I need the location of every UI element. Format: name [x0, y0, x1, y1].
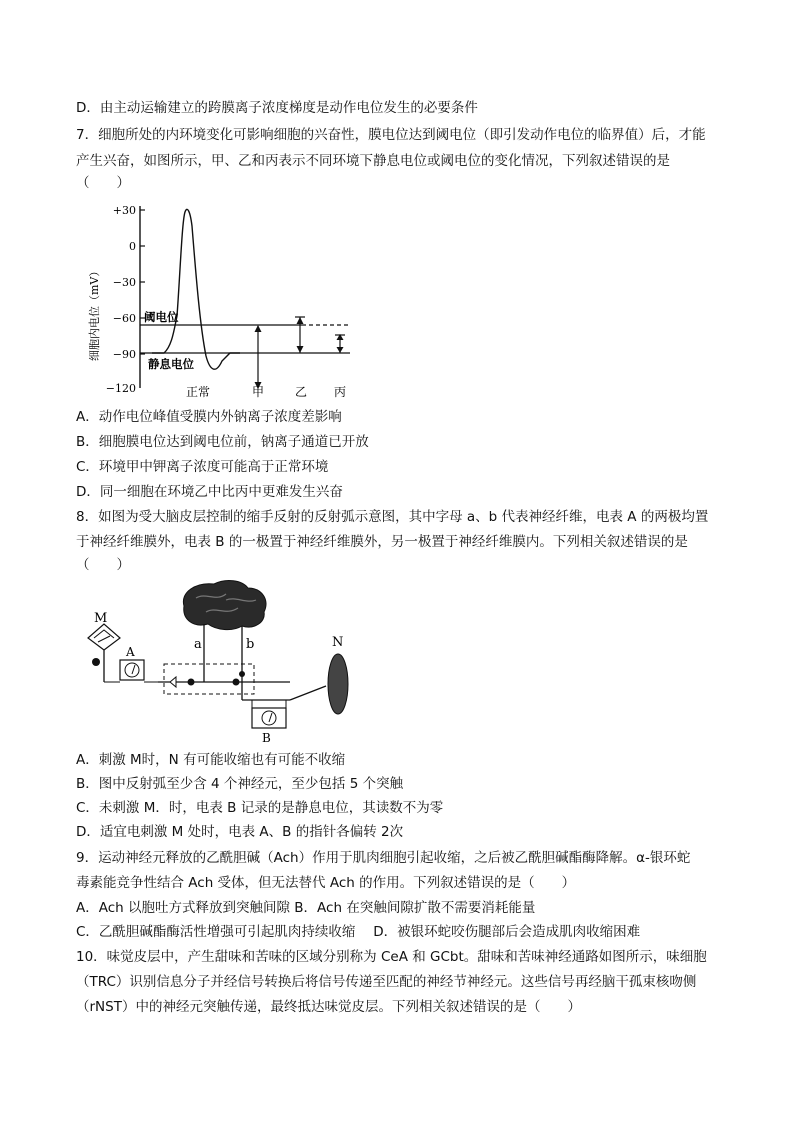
q7-xlabel-bing: 丙 — [334, 385, 347, 399]
q8-reflex-arc-figure — [76, 578, 376, 748]
effector-n-label: N — [332, 635, 344, 650]
q7-stem-line-1: 7．细胞所处的内环境变化可影响细胞的兴奋性，膜电位达到阈电位（即引发动作电位的临界值）后，才能 — [76, 127, 706, 143]
fiber-b-label: b — [246, 637, 255, 652]
q7-ytick-m60: −60 — [112, 312, 136, 325]
q7-ytick-m90: −90 — [112, 348, 136, 361]
q7-resting-label: 静息电位 — [148, 357, 194, 371]
q7-stem-line-2: 产生兴奋，如图所示，甲、乙和丙表示不同环境下静息电位或阈电位的变化情况，下列叙述错误的是 — [76, 153, 670, 169]
q7-ytick-30: +30 — [112, 204, 136, 217]
q7-action-potential-curve — [152, 209, 240, 369]
q6-option-d: D．由主动运输建立的跨膜离子浓度梯度是动作电位发生的必要条件 — [76, 100, 478, 116]
q7-option-a: A．动作电位峰值受膜内外钠离子浓度差影响 — [76, 409, 342, 425]
q8-stem-line-2: 于神经纤维膜外，电表 B 的一极置于神经纤维膜外，另一极置于神经纤维膜内。下列相关叙述错误的是 — [76, 534, 688, 550]
meter-a-label: A — [126, 645, 135, 659]
spinal-cord-box — [164, 664, 254, 694]
q7-ytick-m30: −30 — [112, 276, 136, 289]
receptor-m-label: M — [94, 611, 108, 626]
q7-option-b: B．细胞膜电位达到阈电位前，钠离子通道已开放 — [76, 434, 369, 450]
q9-stem-line-2: 毒素能竞争性结合 Ach 受体，但无法替代 Ach 的作用。下列叙述错误的是（ ） — [76, 875, 576, 891]
q8-option-c: C．未刺激 M．时，电表 B 记录的是静息电位，其读数不为零 — [76, 800, 444, 816]
q9-options-ab: A．Ach 以胞吐方式释放到突触间隙 B．Ach 在突触间隙扩散不需要消耗能量 — [76, 900, 536, 916]
q8-stem-line-1: 8．如图为受大脑皮层控制的缩手反射的反射弧示意图，其中字母 a、b 代表神经纤维，电表 A 的两极均置 — [76, 509, 709, 525]
q7-ytick-0: 0 — [129, 240, 136, 253]
q8-option-d: D．适宜电刺激 M 处时，电表 A、B 的指针各偏转 2次 — [76, 824, 404, 840]
fiber-a-label: a — [194, 637, 202, 652]
q7-yaxis-label: 细胞内电位（mV） — [88, 265, 101, 361]
q7-xlabel-normal: 正常 — [186, 385, 211, 399]
q8-option-b: B．图中反射弧至少含 4 个神经元，至少包括 5 个突触 — [76, 776, 404, 792]
q7-threshold-label: 阈电位 — [144, 310, 179, 324]
q9-options-cd: C．乙酰胆碱酯酶活性增强可引起肌肉持续收缩 D．被银环蛇咬伤腿部后会造成肌肉收缩困难 — [76, 924, 641, 940]
q10-stem-line-2: （TRC）识别信息分子并经信号转换后将信号传递至匹配的神经节神经元。这些信号再经脑干孤束核吻侧 — [76, 974, 697, 990]
meter-b-label: B — [262, 731, 271, 745]
q8-stem-line-3: （ ） — [76, 557, 130, 573]
q9-stem-line-1: 9．运动神经元释放的乙酰胆碱（Ach）作用于肌肉细胞引起收缩，之后被乙酰胆碱酯酶降解。α-银环蛇 — [76, 850, 691, 866]
q8-option-a: A．刺激 M时，N 有可能收缩也有可能不收缩 — [76, 752, 346, 768]
q7-xlabel-jia: 甲 — [252, 385, 265, 399]
q7-membrane-potential-figure — [80, 196, 370, 404]
q7-stem-line-3: （ ） — [76, 175, 130, 191]
q7-xlabel-yi: 乙 — [295, 385, 308, 399]
receptor-m — [88, 624, 120, 650]
q7-ytick-m120: −120 — [105, 382, 136, 395]
q10-stem-line-3: （rNST）中的神经元突触传递，最终抵达味觉皮层。下列相关叙述错误的是（ ） — [76, 999, 581, 1015]
brain-icon — [183, 581, 266, 630]
q10-stem-line-1: 10．味觉皮层中，产生甜味和苦味的区域分别称为 CeA 和 GCbt。甜味和苦味神经通路如图所示，味细胞 — [76, 949, 707, 965]
q7-option-c: C．环境甲中钾离子浓度可能高于正常环境 — [76, 459, 329, 475]
effector-n — [328, 654, 348, 714]
q7-option-d: D．同一细胞在环境乙中比丙中更难发生兴奋 — [76, 484, 343, 500]
